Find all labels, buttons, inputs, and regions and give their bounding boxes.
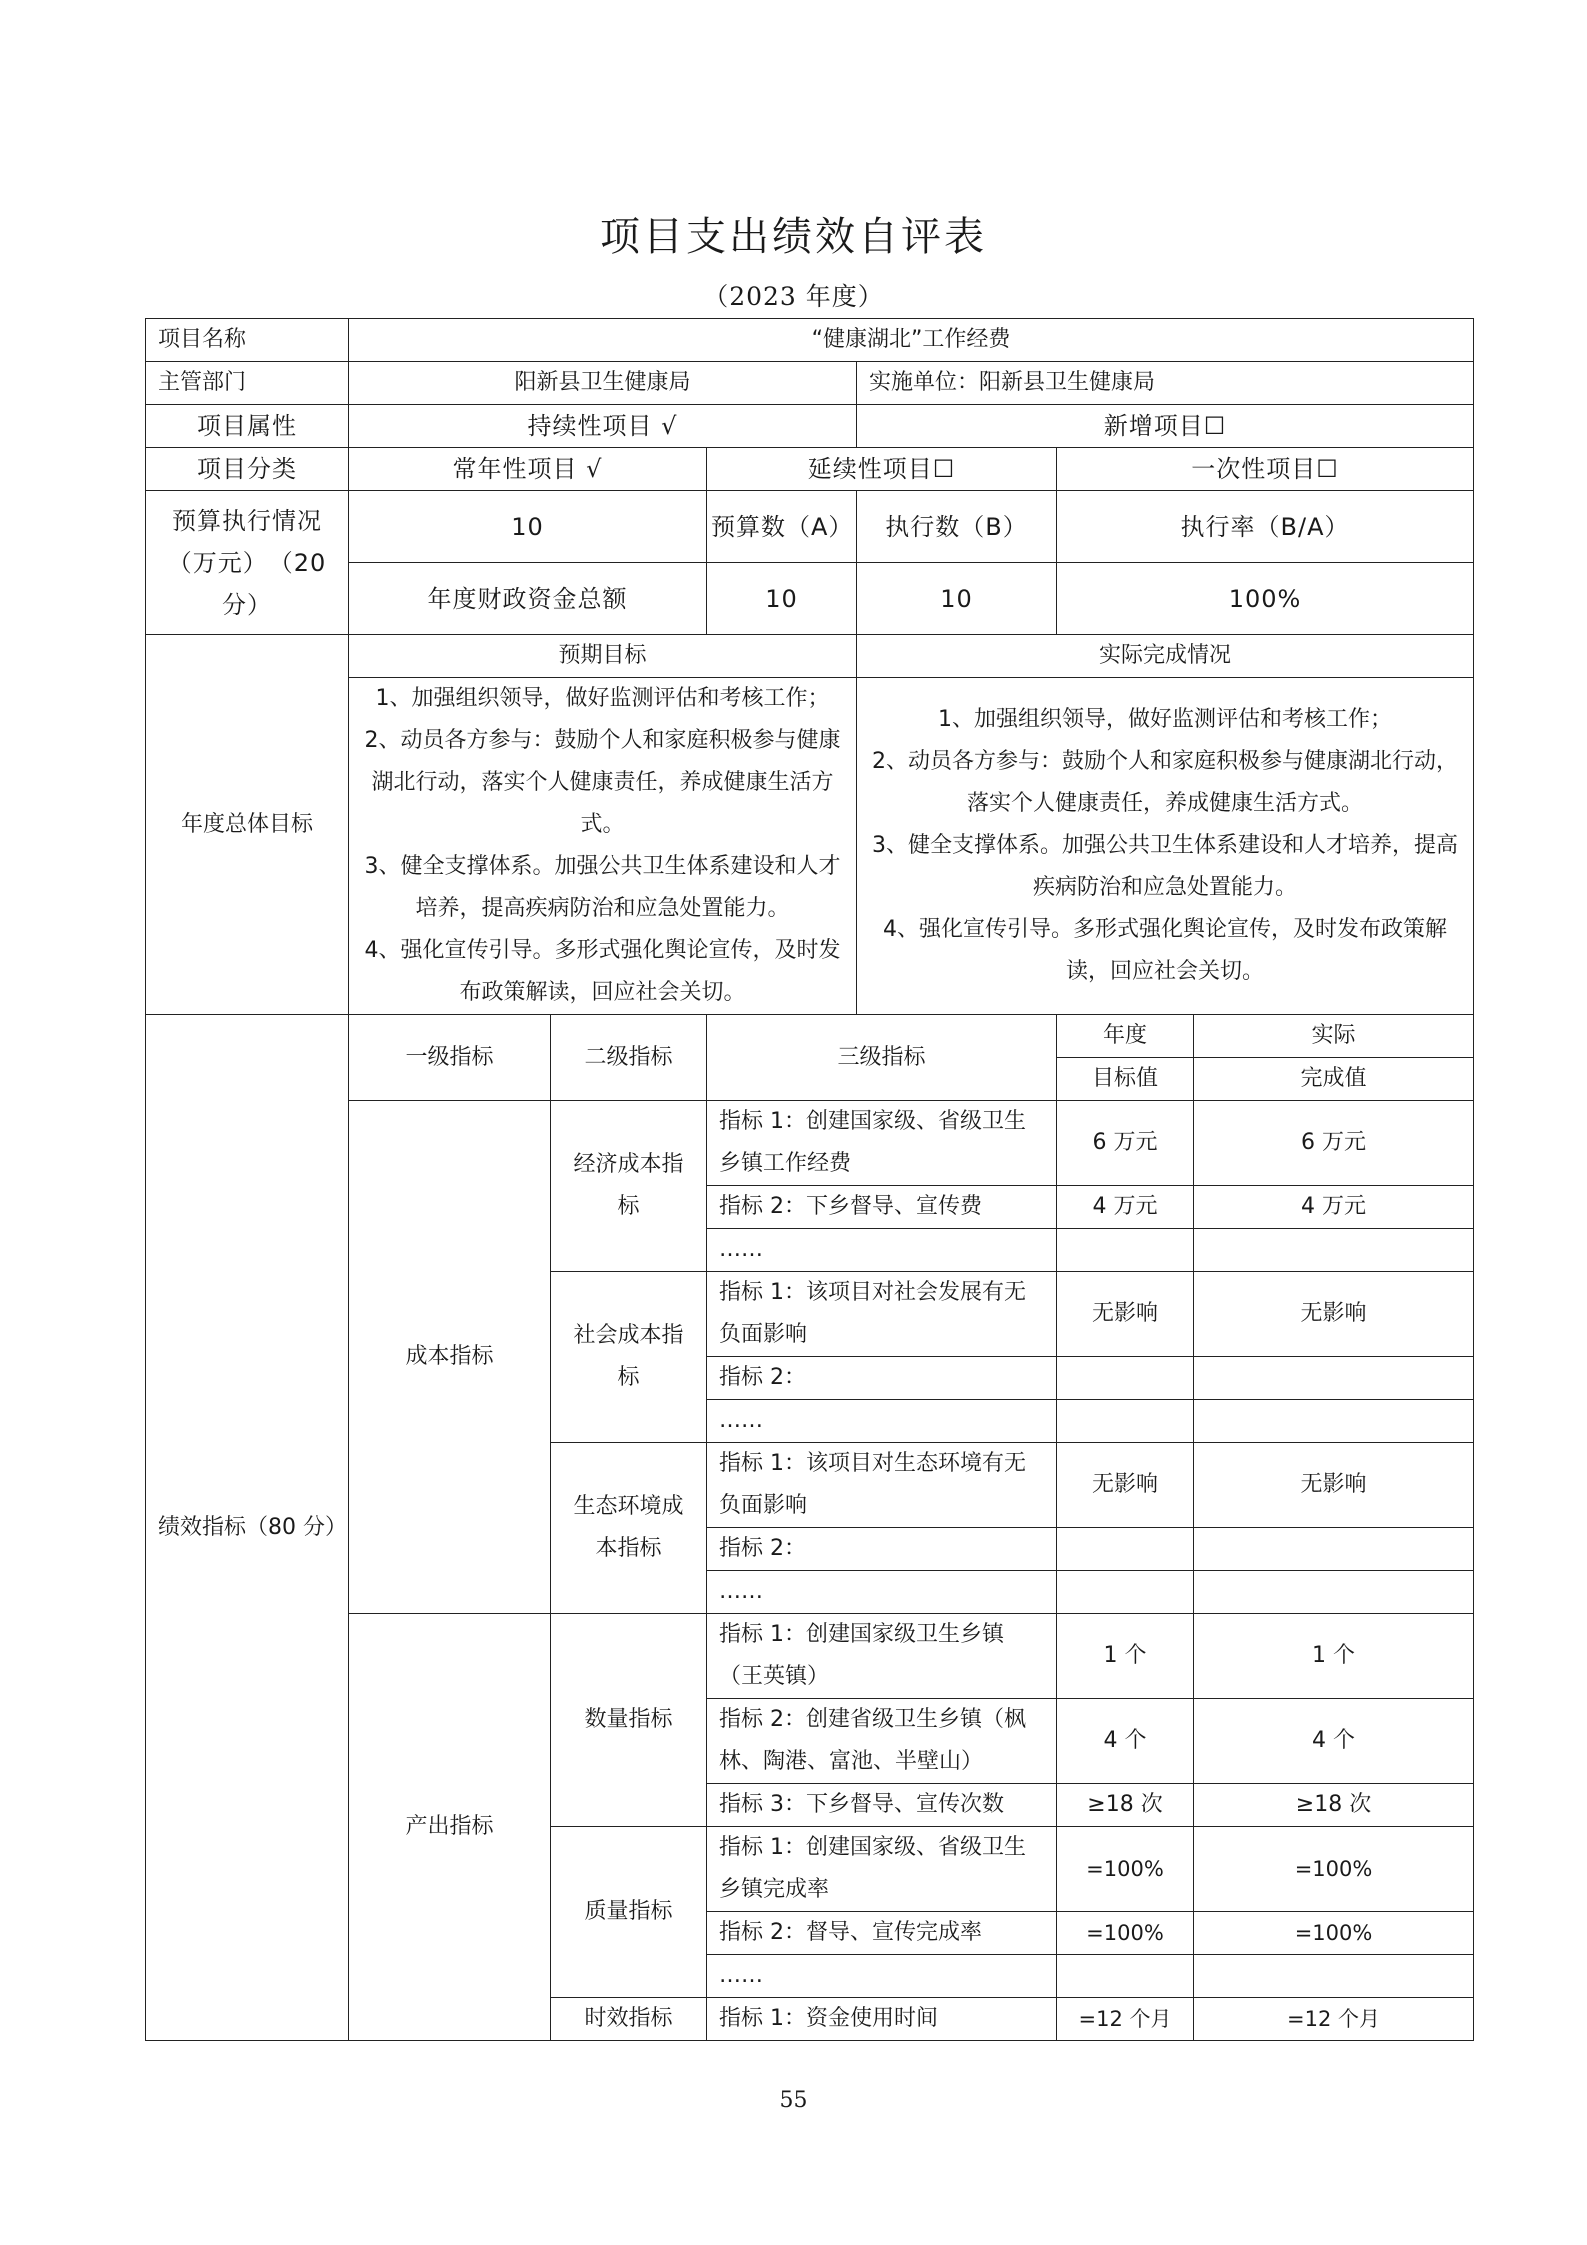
perf-head-target-1: 年度 <box>1057 1015 1194 1058</box>
target-cell: 4 个 <box>1057 1699 1194 1784</box>
actual-goal-item: 2、动员各方参与：鼓励个人和家庭积极参与健康湖北行动，落实个人健康责任，养成健康生活方式。 <box>872 749 1458 816</box>
actual-cell: 1 个 <box>1194 1614 1474 1699</box>
target-cell <box>1057 1571 1194 1614</box>
project-name-value: “健康湖北”工作经费 <box>349 319 1474 362</box>
page-subtitle: （2023 年度） <box>703 282 884 311</box>
class-regular: 常年性项目 √ <box>349 448 707 491</box>
perf-label: 绩效指标（80 分） <box>146 1015 349 2041</box>
target-cell: 6 万元 <box>1057 1101 1194 1186</box>
target-cell <box>1057 1528 1194 1571</box>
class-label: 项目分类 <box>146 448 349 491</box>
actual-goal-item: 1、加强组织领导，做好监测评估和考核工作； <box>938 707 1392 732</box>
goals-actual-text <box>857 678 1474 1015</box>
indicator-cell: …… <box>707 1229 1057 1272</box>
perf-head-target-2: 目标值 <box>1057 1058 1194 1101</box>
expected-goal-item: 3、健全支撑体系。加强公共卫生体系建设和人才培养，提高疾病防治和应急处置能力。 <box>364 854 841 921</box>
expected-goal-item: 4、强化宣传引导。多形式强化舆论宣传，及时发布政策解读，回应社会关切。 <box>364 938 841 1005</box>
indicator-cell: 指标 1：创建国家级卫生乡镇（王英镇） <box>707 1614 1057 1699</box>
actual-cell: =100% <box>1194 1827 1474 1912</box>
indicator-cell: 指标 2：创建省级卫生乡镇（枫林、陶港、富池、半壁山） <box>707 1699 1057 1784</box>
evaluation-table <box>145 318 1474 2041</box>
perf-head-l3: 三级指标 <box>707 1015 1057 1101</box>
indicator-cell: …… <box>707 1955 1057 1998</box>
eco-cost-label: 生态环境成本指标 <box>551 1443 707 1614</box>
goals-actual-head: 实际完成情况 <box>857 635 1474 678</box>
cost-indicator-label: 成本指标 <box>349 1101 551 1614</box>
target-cell: 1 个 <box>1057 1614 1194 1699</box>
target-cell: =100% <box>1057 1912 1194 1955</box>
dept-value: 阳新县卫生健康局 <box>349 362 857 405</box>
qty-indicator-label: 数量指标 <box>551 1614 707 1827</box>
target-cell: 无影响 <box>1057 1272 1194 1357</box>
perf-head-actual-2: 完成值 <box>1194 1058 1474 1101</box>
actual-cell: 无影响 <box>1194 1272 1474 1357</box>
indicator-cell: 指标 3：下乡督导、宣传次数 <box>707 1784 1057 1827</box>
budget-head-rate: 执行率（B/A） <box>1057 491 1474 563</box>
budget-label: 预算执行情况（万元） （20 分） <box>146 491 349 635</box>
actual-cell: 无影响 <box>1194 1443 1474 1528</box>
class-onetime: 一次性项目☐ <box>1057 448 1474 491</box>
time-indicator-label: 时效指标 <box>551 1998 707 2041</box>
target-cell <box>1057 1229 1194 1272</box>
attr-new: 新增项目☐ <box>857 405 1474 448</box>
exec-rate: 100% <box>1057 563 1474 635</box>
budget-amount: 10 <box>707 563 857 635</box>
budget-head-budget: 预算数（A） <box>707 491 857 563</box>
actual-cell <box>1194 1229 1474 1272</box>
target-cell <box>1057 1400 1194 1443</box>
actual-cell: 4 个 <box>1194 1699 1474 1784</box>
indicator-cell: 指标 2： <box>707 1357 1057 1400</box>
actual-goal-item: 4、强化宣传引导。多形式强化舆论宣传，及时发布政策解读，回应社会关切。 <box>883 917 1447 984</box>
expected-goal-item: 1、加强组织领导，做好监测评估和考核工作； <box>375 686 830 711</box>
actual-cell <box>1194 1955 1474 1998</box>
actual-cell: =100% <box>1194 1912 1474 1955</box>
indicator-cell: 指标 2：下乡督导、宣传费 <box>707 1186 1057 1229</box>
actual-cell: =12 个月 <box>1194 1998 1474 2041</box>
target-cell: 4 万元 <box>1057 1186 1194 1229</box>
goals-expected-text <box>349 678 857 1015</box>
target-cell <box>1057 1955 1194 1998</box>
project-name-label: 项目名称 <box>146 319 349 362</box>
budget-head-exec: 执行数（B） <box>857 491 1057 563</box>
actual-cell <box>1194 1400 1474 1443</box>
indicator-cell: 指标 1：该项目对社会发展有无负面影响 <box>707 1272 1057 1357</box>
output-indicator-label: 产出指标 <box>349 1614 551 2041</box>
actual-cell: 6 万元 <box>1194 1101 1474 1186</box>
actual-goal-item: 3、健全支撑体系。加强公共卫生体系建设和人才培养，提高疾病防治和应急处置能力。 <box>872 833 1458 900</box>
target-cell: =100% <box>1057 1827 1194 1912</box>
attr-continuing: 持续性项目 √ <box>349 405 857 448</box>
expected-goal-item: 2、动员各方参与：鼓励个人和家庭积极参与健康湖北行动，落实个人健康责任，养成健康生活方式。 <box>364 728 841 837</box>
actual-cell: 4 万元 <box>1194 1186 1474 1229</box>
actual-cell <box>1194 1528 1474 1571</box>
actual-cell <box>1194 1571 1474 1614</box>
indicator-cell: 指标 2： <box>707 1528 1057 1571</box>
indicator-cell: 指标 1：该项目对生态环境有无负面影响 <box>707 1443 1057 1528</box>
econ-cost-label: 经济成本指标 <box>551 1101 707 1272</box>
indicator-cell: 指标 1：资金使用时间 <box>707 1998 1057 2041</box>
actual-cell: ≥18 次 <box>1194 1784 1474 1827</box>
indicator-cell: …… <box>707 1400 1057 1443</box>
exec-amount: 10 <box>857 563 1057 635</box>
actual-cell <box>1194 1357 1474 1400</box>
indicator-cell: …… <box>707 1571 1057 1614</box>
social-cost-label: 社会成本指标 <box>551 1272 707 1443</box>
target-cell: ≥18 次 <box>1057 1784 1194 1827</box>
budget-head-value: 10 <box>349 491 707 563</box>
dept-label: 主管部门 <box>146 362 349 405</box>
target-cell <box>1057 1357 1194 1400</box>
target-cell: =12 个月 <box>1057 1998 1194 2041</box>
perf-head-l1: 一级指标 <box>349 1015 551 1101</box>
indicator-cell: 指标 2：督导、宣传完成率 <box>707 1912 1057 1955</box>
perf-head-l2: 二级指标 <box>551 1015 707 1101</box>
perf-head-actual-1: 实际 <box>1194 1015 1474 1058</box>
page-number: 55 <box>779 2088 808 2113</box>
class-extended: 延续性项目☐ <box>707 448 1057 491</box>
budget-row-label: 年度财政资金总额 <box>349 563 707 635</box>
target-cell: 无影响 <box>1057 1443 1194 1528</box>
quality-indicator-label: 质量指标 <box>551 1827 707 1998</box>
indicator-cell: 指标 1：创建国家级、省级卫生乡镇完成率 <box>707 1827 1057 1912</box>
goals-expected-head: 预期目标 <box>349 635 857 678</box>
page-title: 项目支出绩效自评表 <box>600 214 987 260</box>
goals-label: 年度总体目标 <box>146 635 349 1015</box>
impl-unit: 实施单位：阳新县卫生健康局 <box>857 362 1474 405</box>
indicator-cell: 指标 1：创建国家级、省级卫生乡镇工作经费 <box>707 1101 1057 1186</box>
attr-label: 项目属性 <box>146 405 349 448</box>
